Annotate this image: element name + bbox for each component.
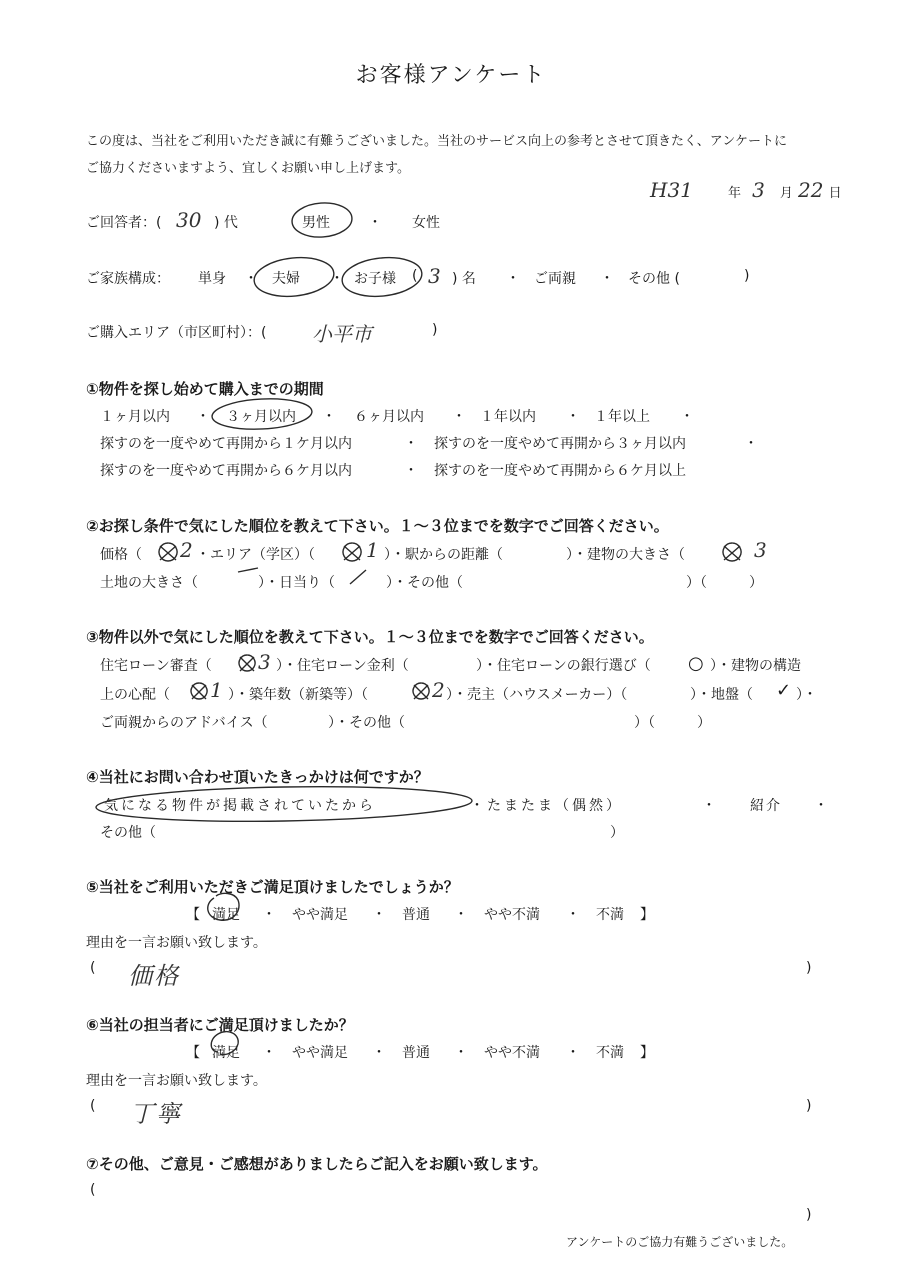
q6-reason-value[interactable]: 丁寧	[130, 1100, 182, 1128]
family-other-close: )	[744, 268, 750, 284]
family-children-unit: ) 名	[452, 271, 476, 287]
q3-loan-rate-label: ）・住宅ローン金利（	[276, 658, 409, 674]
q4-option-referral[interactable]: ・ 紹介 ・	[702, 798, 830, 814]
q1-title: ①物件を探し始めて購入までの期間	[86, 380, 324, 398]
family-children-count[interactable]: 3	[428, 264, 441, 288]
strike-age	[413, 683, 429, 699]
q6-option-satisfied[interactable]: 満足	[212, 1045, 240, 1061]
q5-option-neutral[interactable]: 普通	[402, 907, 430, 923]
q1-option-1[interactable]: １ヶ月以内	[100, 409, 170, 425]
slash-land	[238, 568, 258, 572]
q2-other-label: ）・その他（	[386, 575, 463, 591]
q1-option-5[interactable]: １年以上	[594, 409, 650, 425]
family-children-open: (	[412, 268, 418, 284]
q2-other-close: ）（ ）	[686, 575, 763, 591]
q1-option-3[interactable]: ６ヶ月以内	[354, 409, 424, 425]
q3-structure-label-2: 上の心配（	[100, 687, 170, 703]
strike-structure	[191, 683, 207, 699]
q6-reason-label: 理由を一言お願い致します。	[86, 1073, 267, 1089]
q2-area-label: ・エリア（学区）（	[196, 547, 315, 563]
q6-option-neutral[interactable]: 普通	[402, 1045, 430, 1061]
q1-option-6[interactable]: 探すのを一度やめて再開から１ケ月以内	[100, 436, 352, 452]
family-other-option[interactable]: その他 (	[628, 271, 680, 287]
q3-age-rank[interactable]: 2	[432, 678, 445, 702]
respondent-age-value[interactable]: 30	[176, 208, 202, 232]
q6-reason-open: (	[90, 1098, 96, 1114]
q4-option-listing[interactable]: 気になる物件が掲載されていたから	[104, 798, 376, 814]
q4-other-label: その他（	[100, 825, 156, 841]
intro-line-2: ご協力くださいますよう、宜しくお願い申し上げます。	[86, 161, 410, 176]
q5-option-somewhat-satisfied[interactable]: やや満足	[292, 907, 348, 923]
q5-title: ⑤当社をご利用いただきご満足頂けましたでしょうか？	[86, 878, 459, 896]
respondent-age-unit: ) 代	[214, 215, 238, 231]
q1-option-9[interactable]: 探すのを一度やめて再開から６ケ月以上	[434, 463, 686, 479]
family-parents-option[interactable]: ご両親	[534, 271, 576, 287]
page-title: お客様アンケート	[355, 63, 547, 88]
date-month: 3	[752, 178, 765, 202]
strike-price	[159, 543, 177, 561]
family-single-option[interactable]: 単身	[198, 271, 226, 287]
q3-seller-label: ）・売主（ハウスメーカー）（	[446, 687, 628, 703]
date-day: 22	[798, 178, 824, 202]
q3-ground-close: ）・	[796, 687, 817, 703]
q3-structure-label: ）・建物の構造	[710, 658, 801, 674]
respondent-label: ご回答者：(	[86, 215, 162, 231]
date-era-year: H31	[650, 178, 693, 202]
q6-reason-close: )	[806, 1098, 812, 1114]
q5-option-dissatisfied[interactable]: 不満	[596, 907, 624, 923]
q3-structure-rank[interactable]: 1	[210, 678, 223, 702]
q2-land-label: 土地の大きさ（	[100, 575, 198, 591]
family-label: ご家族構成：	[86, 271, 170, 287]
intro-line-1: この度は、当社をご利用いただき誠に有難うございました。当社のサービス向上の参考とさせて頂きたく、アンケートに	[86, 134, 787, 149]
q3-loan-review-rank[interactable]: 3	[258, 650, 271, 674]
q4-other-close: ）	[610, 825, 624, 841]
separator-dot: ・	[368, 215, 382, 231]
q2-building-label: ）・建物の大きさ（	[566, 547, 685, 563]
q7-title: ⑦その他、ご意見・ご感想がありましたらご記入をお願い致します。	[86, 1155, 548, 1173]
area-close: )	[432, 322, 438, 338]
q3-parents-label: ご両親からのアドバイス（	[100, 715, 268, 731]
slash-sun	[350, 570, 366, 584]
q7-comment-close: )	[806, 1207, 812, 1223]
q6-bracket-close: 】	[640, 1045, 654, 1061]
q6-title: ⑥当社の担当者にご満足頂けましたか？	[86, 1016, 354, 1034]
q3-ground-mark[interactable]: ✓	[776, 680, 792, 701]
q3-loan-review-label: 住宅ローン審査（	[100, 658, 212, 674]
q3-age-label: ）・築年数（新築等）（	[228, 687, 368, 703]
q1-option-8[interactable]: 探すのを一度やめて再開から６ケ月以内	[100, 463, 352, 479]
family-children-option[interactable]: お子様	[354, 271, 396, 287]
strike-building	[723, 543, 741, 561]
q5-option-somewhat-dissatisfied[interactable]: やや不満	[484, 907, 540, 923]
q4-option-chance[interactable]: ・たまたま（偶然）	[470, 798, 623, 814]
q6-option-dissatisfied[interactable]: 不満	[596, 1045, 624, 1061]
footer-thanks: アンケートのご協力有難うございました。	[566, 1235, 794, 1249]
strike-area	[343, 543, 361, 561]
strike-loan-review	[239, 655, 255, 671]
q5-option-satisfied[interactable]: 満足	[212, 907, 240, 923]
q2-area-rank[interactable]: 1	[366, 538, 379, 562]
q1-option-7[interactable]: 探すのを一度やめて再開から３ヶ月以内	[434, 436, 686, 452]
q5-reason-label: 理由を一言お願い致します。	[86, 935, 267, 951]
gender-male-option[interactable]: 男性	[302, 215, 330, 231]
date-month-unit: 月	[779, 186, 793, 201]
survey-date	[650, 178, 842, 202]
q6-option-somewhat-satisfied[interactable]: やや満足	[292, 1045, 348, 1061]
q6-bracket-open: 【	[186, 1045, 200, 1061]
q3-other-close: ）（ ）	[634, 715, 711, 731]
q6-option-somewhat-dissatisfied[interactable]: やや不満	[484, 1045, 540, 1061]
q5-reason-value[interactable]: 価格	[128, 962, 180, 990]
q3-bank-label: ）・住宅ローンの銀行選び（	[476, 658, 651, 674]
q3-ground-label: ）・地盤（	[690, 687, 753, 703]
area-label: ご購入エリア（市区町村）：(	[86, 325, 267, 341]
q1-option-4[interactable]: １年以内	[480, 409, 536, 425]
q2-title: ②お探し条件で気にした順位を教えて下さい。１～３位までを数字でご回答ください。	[86, 517, 669, 535]
q5-reason-close: )	[806, 960, 812, 976]
q2-station-label: ）・駅からの距離（	[384, 547, 503, 563]
q3-bank-mark[interactable]: ○	[688, 653, 704, 674]
q3-other-label: ）・その他（	[328, 715, 405, 731]
q2-price-label: 価格（	[100, 547, 142, 563]
q2-building-rank[interactable]: 3	[754, 538, 767, 562]
area-value[interactable]: 小平市	[312, 322, 372, 346]
q3-title: ③物件以外で気にした順位を教えて下さい。１～３位までを数字でご回答ください。	[86, 628, 654, 646]
q4-title: ④当社にお問い合わせ頂いたきっかけは何ですか？	[86, 768, 429, 786]
q2-sun-label: ）・日当り（	[258, 575, 335, 591]
date-day-unit: 日	[828, 186, 842, 201]
gender-female-option[interactable]: 女性	[412, 215, 440, 231]
q1-option-2[interactable]: ３ヶ月以内	[226, 409, 296, 425]
q5-reason-open: (	[90, 960, 96, 976]
q7-comment-open[interactable]: (	[90, 1182, 96, 1198]
q5-bracket-close: 】	[640, 907, 654, 923]
q2-price-rank[interactable]: 2	[180, 538, 193, 562]
family-couple-option[interactable]: 夫婦	[272, 271, 300, 287]
date-year-unit: 年	[727, 186, 741, 201]
q5-bracket-open: 【	[186, 907, 200, 923]
